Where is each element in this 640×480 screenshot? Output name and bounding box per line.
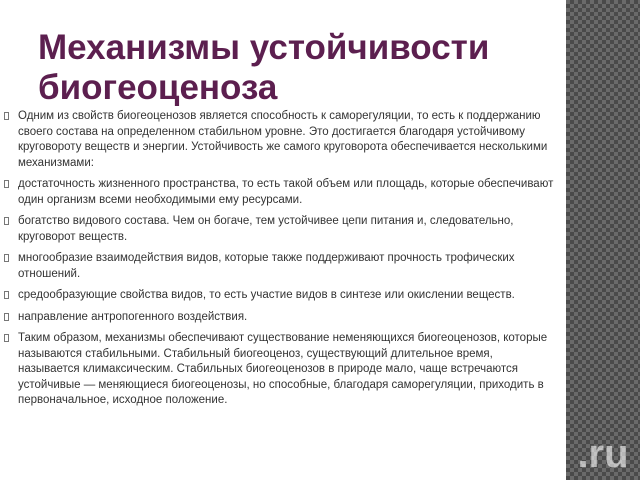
decorative-pattern-strip <box>566 0 640 480</box>
bullet-text: средообразующие свойства видов, то есть участие видов в синтезе или окислении веществ. <box>18 289 515 301</box>
bullet-icon <box>4 180 9 188</box>
bullet-text: многообразие взаимодействия видов, которые также поддерживают прочность трофических отношений. <box>18 252 515 280</box>
bullet-icon <box>4 112 9 120</box>
bullet-item <box>4 251 556 282</box>
bullet-icon <box>4 254 9 262</box>
bullet-text: направление антропогенного воздействия. <box>18 310 248 323</box>
bullet-icon <box>4 291 9 299</box>
bullet-text: Одним из свойств биогеоценозов является способность к саморегуляции, то есть к поддержанию своего состава на определенном стабильном уровне. Это достигается благодаря устойчивому круговороту веществ и энергии. Устойчивость же самого круговорота обеспечивается несколькими механизмами: <box>18 110 548 169</box>
bullet-text: достаточность жизненного пространства, то есть такой объем или площадь, которые обеспечивают один организм всеми необходимыми ему ресурсами. <box>18 178 554 206</box>
bullet-item <box>4 331 556 409</box>
bullet-icon <box>4 217 9 225</box>
bullet-text: Таким образом, механизмы обеспечивают существование неменяющихся биогеоценозов, которые называются стабильными. Стабильный биогеоценоз, существующий длительное время, называется климаксическим. Стабильных биогеоценозов в природе мало, чаще встречаются устойчивые — меняющиеся биогеоценозы, но способные, благодаря саморегуляции, приходить в первоначальное, исходное положение. <box>18 332 548 406</box>
bullet-icon <box>4 313 9 321</box>
bullet-item <box>4 310 556 326</box>
bullet-item <box>4 214 556 245</box>
bullet-item <box>4 288 556 304</box>
bullet-list <box>4 109 556 415</box>
bullet-item <box>4 177 556 208</box>
slide-title: Механизмы устойчивости биогеоценоза <box>38 28 490 107</box>
bullet-text: богатство видового состава. Чем он богаче, тем устойчивее цепи питания и, следовательно, круговорот веществ. <box>18 215 514 243</box>
watermark-logo: .ru <box>577 432 629 476</box>
bullet-item <box>4 109 556 171</box>
bullet-icon <box>4 334 9 342</box>
